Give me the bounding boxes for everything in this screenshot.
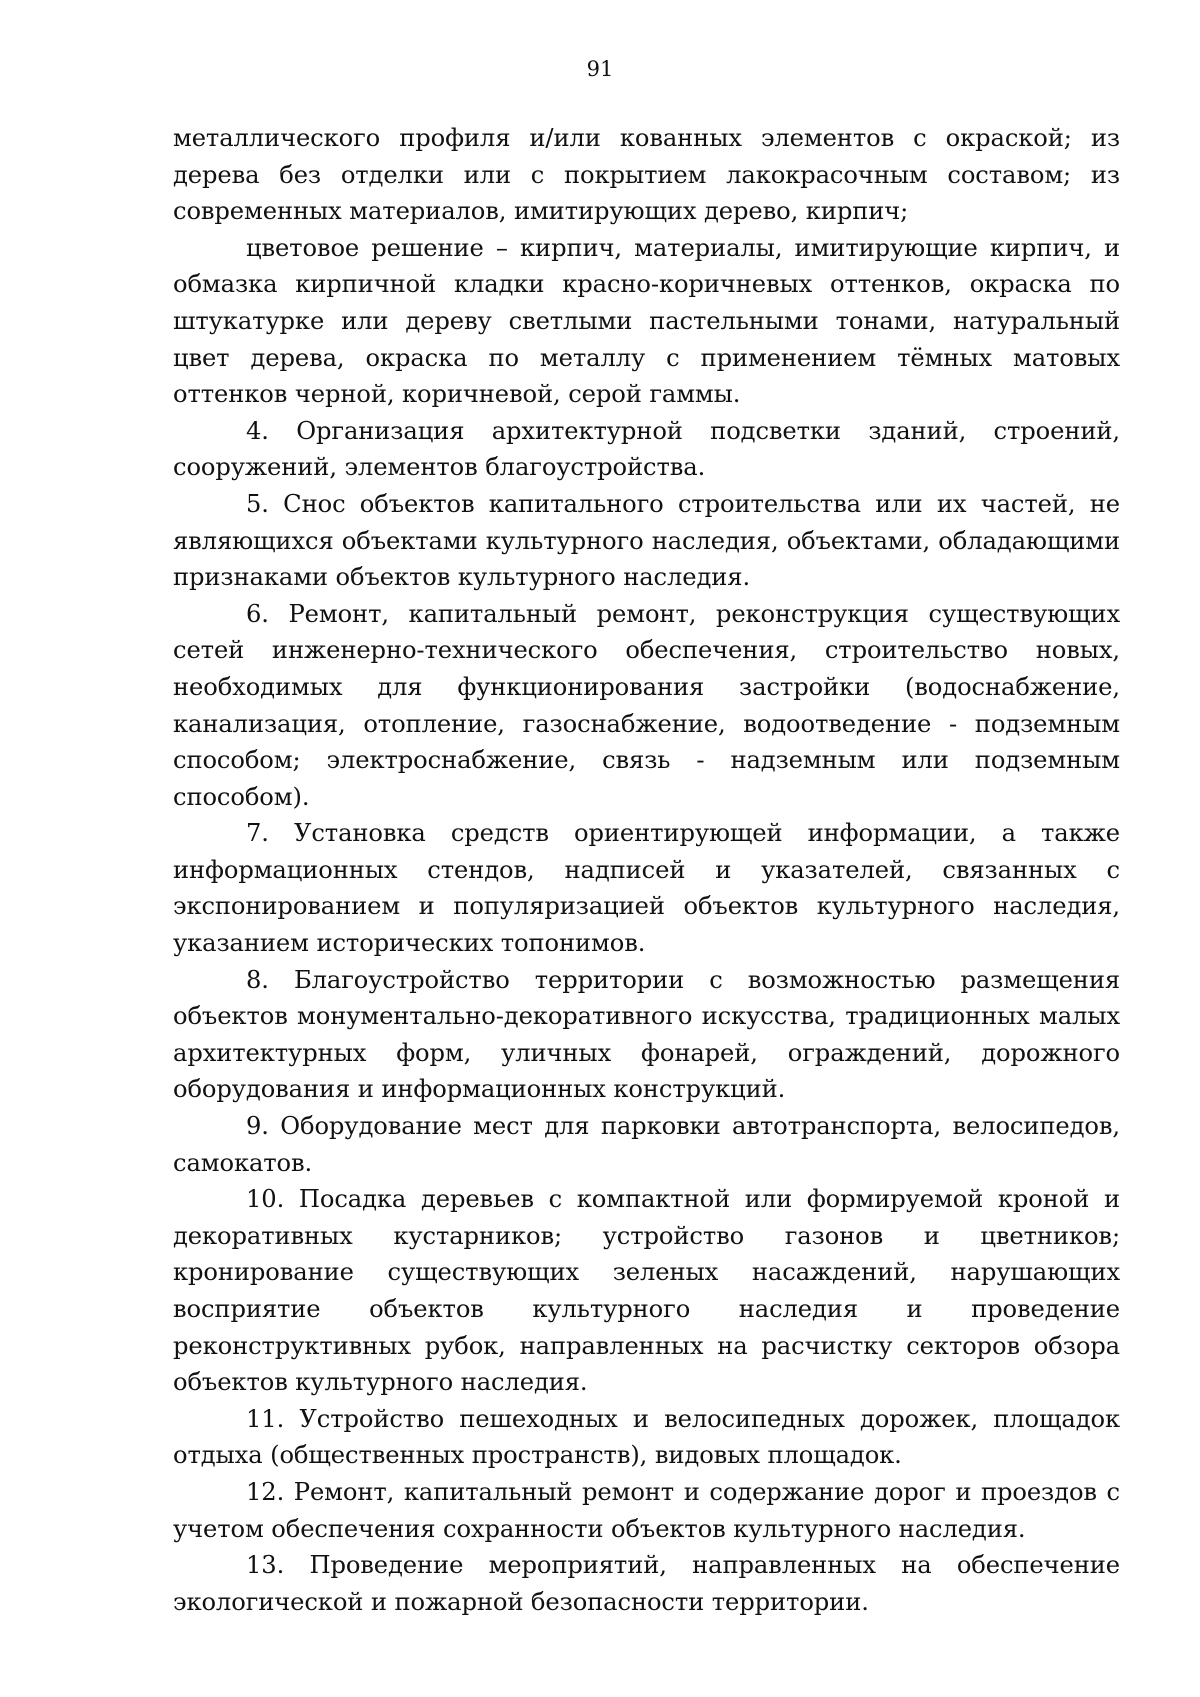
paragraph-item-11: 11. Устройство пешеходных и велосипедных дорожек, площадок отдыха (общественных пространств), видовых площадок.	[173, 1404, 1120, 1470]
paragraph-item-13: 13. Проведение мероприятий, направленных на обеспечение экологической и пожарной безопасности территории.	[173, 1551, 1120, 1616]
paragraph-item-10: 10. Посадка деревьев с компактной или формируемой кроной и декоративных кустарников; устройство газонов и цветников; кронирование существующих зеленых насаждений, нарушающих восприятие объектов культурного наследия и проведение реконструктивных рубок, направленных на расчистку секторов обзора объектов культурного наследия.	[173, 1185, 1120, 1397]
paragraph-item-12: 12. Ремонт, капитальный ремонт и содержание дорог и проездов с учетом обеспечения сохранности объектов культурного наследия.	[173, 1477, 1120, 1543]
paragraph-item-8: 8. Благоустройство территории с возможностью размещения объектов монументально-декоративного искусства, традиционных малых архитектурных форм, уличных фонарей, ограждений, дорожного оборудования и информационных конструкций.	[173, 965, 1120, 1104]
paragraph-item-6: 6. Ремонт, капитальный ремонт, реконструкция существующих сетей инженерно-технического обеспечения, строительство новых, необходимых для функционирования застройки (водоснабжение, канализация, отопление, газоснабжение, водоотведение - подземным способом; электроснабжение, связь - надземным или подземным способом).	[173, 599, 1120, 811]
paragraph-item-9: 9. Оборудование мест для парковки автотранспорта, велосипедов, самокатов.	[173, 1112, 1120, 1177]
document-body	[173, 120, 1120, 1620]
paragraph-item-5: 5. Снос объектов капитального строительства или их частей, не являющихся объектами культурного наследия, объектами, обладающими признаками объектов культурного наследия.	[173, 489, 1120, 592]
paragraph-continuation: металлического профиля и/или кованных элементов с окраской; из дерева без отделки или с покрытием лакокрасочным составом; из современных материалов, имитирующих дерево, кирпич;	[173, 124, 1120, 226]
paragraph-item-7: 7. Установка средств ориентирующей информации, а также информационных стендов, надписей и указателей, связанных с экспонированием и популяризацией объектов культурного наследия, указанием исторических топонимов.	[173, 819, 1120, 958]
page-number: 91	[586, 57, 614, 81]
paragraph-color-solution: цветовое решение – кирпич, материалы, имитирующие кирпич, и обмазка кирпичной кладки красно-коричневых оттенков, окраска по штукатурке или дереву светлыми пастельными тонами, натуральный цвет дерева, окраска по металлу с применением тёмных матовых оттенков черной, коричневой, серой гаммы.	[173, 233, 1120, 409]
paragraph-item-4: 4. Организация архитектурной подсветки зданий, строений, сооружений, элементов благоустройства.	[173, 416, 1120, 482]
